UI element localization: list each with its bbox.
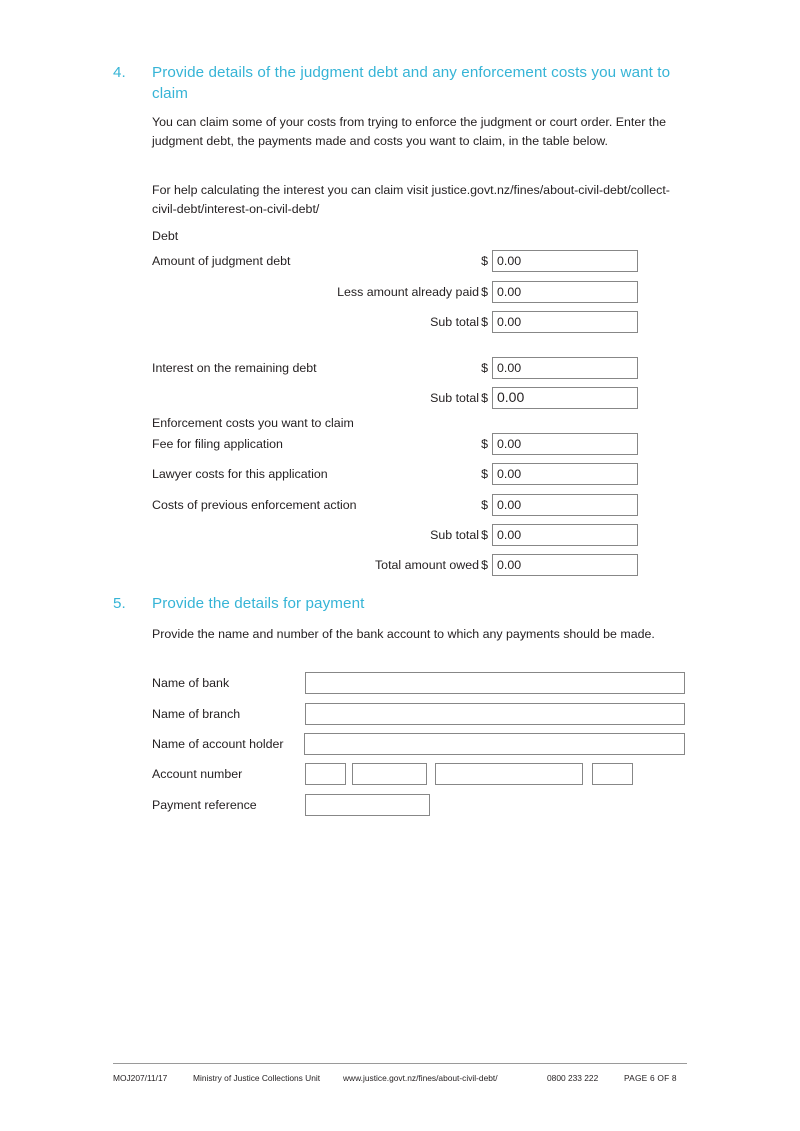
bank-row-payment-reference: [152, 794, 685, 816]
money-row-sub-total-interest: [152, 387, 638, 409]
name-of-account-holder-input[interactable]: [304, 733, 685, 755]
money-row-sub-total-debt: [152, 311, 638, 333]
amount-of-judgment-debt-input[interactable]: [492, 250, 638, 272]
footer-form-code: MOJ207/11/17: [113, 1073, 168, 1083]
money-row-less-amount-already-paid: [152, 281, 638, 303]
bank-row-label: Account number: [152, 767, 243, 781]
section-5-number: 5.: [113, 595, 126, 612]
section-5-paragraph: Provide the name and number of the bank account to which any payments should be made.: [152, 627, 655, 641]
section-5-heading: [0, 593, 800, 614]
money-row-label: Sub total: [430, 315, 479, 329]
footer-divider: [113, 1063, 687, 1064]
money-row-label: Sub total: [430, 528, 479, 542]
money-row-label: Sub total: [430, 391, 479, 405]
name-of-bank-input[interactable]: [305, 672, 685, 694]
money-row-costs-of-previous-enforcement-action: [152, 494, 638, 516]
field-value: 0.00: [497, 254, 522, 268]
page-footer: [113, 1071, 687, 1085]
bank-row-label: Name of branch: [152, 707, 241, 721]
currency-symbol: $: [481, 391, 488, 405]
currency-symbol: $: [481, 315, 488, 329]
costs-of-previous-enforcement-action-input[interactable]: [492, 494, 638, 516]
field-value: 0.00: [497, 558, 522, 572]
sub-total-enforcement-input[interactable]: [492, 524, 638, 546]
section-4-heading-text: Provide details of the judgment debt and any enforcement costs you want to claim: [152, 64, 671, 102]
footer-url: www.justice.govt.nz/fines/about-civil-debt/: [343, 1073, 498, 1083]
currency-symbol: $: [481, 285, 488, 299]
currency-symbol: $: [481, 467, 488, 481]
currency-symbol: $: [481, 498, 488, 512]
money-row-interest-on-remaining-debt: [152, 357, 638, 379]
currency-symbol: $: [481, 528, 488, 542]
sub-total-debt-input[interactable]: [492, 311, 638, 333]
money-row-fee-for-filing-application: [152, 433, 638, 455]
field-value: 0.00: [497, 285, 522, 299]
footer-page-number: PAGE 6 OF 8: [624, 1073, 677, 1083]
money-row-sub-total-enforcement: [152, 524, 638, 546]
interest-on-remaining-debt-input[interactable]: [492, 357, 638, 379]
field-value: 0.00: [497, 361, 522, 375]
money-row-label: Fee for filing application: [152, 437, 283, 451]
account-number-part-3-input[interactable]: [435, 763, 583, 785]
money-row-label: Less amount already paid: [337, 285, 479, 299]
bank-row-name-of-branch: [152, 703, 685, 725]
section-4-paragraph-2: For help calculating the interest you can claim visit justice.govt.nz/fines/about-civil-debt/collect-civil-debt/interest-on-civil-debt/: [152, 183, 670, 217]
field-value: 0.00: [497, 498, 522, 512]
section-4-heading-block: [0, 62, 800, 104]
section-4-heading: [0, 62, 800, 104]
currency-symbol: $: [481, 254, 488, 268]
sub-total-interest-input[interactable]: [492, 387, 638, 409]
section-5-heading-block: [0, 593, 800, 614]
money-row-label: Total amount owed: [374, 558, 479, 572]
money-row-label: Interest on the remaining debt: [152, 361, 317, 375]
currency-symbol: $: [481, 361, 488, 375]
field-value: 0.00: [497, 437, 522, 451]
currency-symbol: $: [481, 558, 488, 572]
enforcement-costs-subheading: Enforcement costs you want to claim: [152, 416, 354, 430]
field-value: 0.00: [497, 315, 522, 329]
debt-subheading: Debt: [152, 229, 179, 243]
money-row-amount-of-judgment-debt: [152, 250, 638, 272]
money-row-label: Amount of judgment debt: [152, 254, 291, 268]
payment-reference-input[interactable]: [305, 794, 430, 816]
bank-row-name-of-account-holder: [152, 733, 685, 755]
bank-row-label: Name of bank: [152, 676, 230, 690]
footer-organisation: Ministry of Justice Collections Unit: [193, 1073, 321, 1083]
bank-row-name-of-bank: [152, 672, 685, 694]
lawyer-costs-input[interactable]: [492, 463, 638, 485]
fee-for-filing-application-input[interactable]: [492, 433, 638, 455]
footer-phone: 0800 233 222: [547, 1073, 599, 1083]
name-of-branch-input[interactable]: [305, 703, 685, 725]
money-row-total-amount-owed: [152, 554, 638, 576]
money-row-label: Lawyer costs for this application: [152, 467, 328, 481]
section-4-number: 4.: [113, 64, 126, 81]
account-number-part-2-input[interactable]: [352, 763, 427, 785]
account-number-part-4-input[interactable]: [592, 763, 633, 785]
field-value: 0.00: [497, 467, 522, 481]
money-row-label: Costs of previous enforcement action: [152, 498, 357, 512]
less-amount-already-paid-input[interactable]: [492, 281, 638, 303]
total-amount-owed-input[interactable]: [492, 554, 638, 576]
bank-row-account-number: [152, 763, 685, 785]
bank-row-label: Name of account holder: [152, 737, 284, 751]
currency-symbol: $: [481, 437, 488, 451]
account-number-part-1-input[interactable]: [305, 763, 346, 785]
section-4-paragraph-1: You can claim some of your costs from trying to enforce the judgment or court order. Enter the judgment debt, the payments made and costs you want to claim, in the table below.: [152, 115, 667, 149]
field-value: 0.00: [497, 528, 522, 542]
field-value: 0.00: [497, 389, 525, 405]
money-row-lawyer-costs: [152, 463, 638, 485]
bank-row-label: Payment reference: [152, 798, 257, 812]
section-5-heading-text: Provide the details for payment: [152, 595, 365, 612]
